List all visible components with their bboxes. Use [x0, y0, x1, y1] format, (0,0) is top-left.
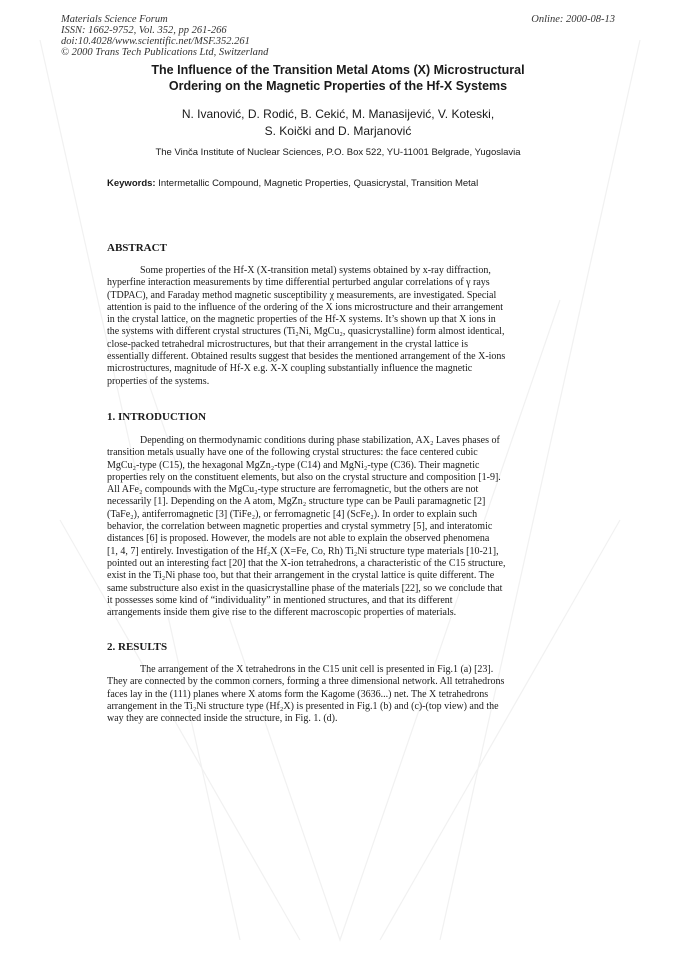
intro-line: necessarily [1]. Depending on the A atom, MgZn₂ structure type can be Pauli paramagnetic [2] — [107, 496, 486, 508]
copyright: © 2000 Trans Tech Publications Ltd, Switzerland — [61, 47, 269, 58]
intro-line: pointed out an interesting fact [20] that the X-ion tetrahedrons, a characteristic of the C15 structure, — [107, 557, 506, 569]
results-heading: 2. RESULTS — [107, 641, 168, 653]
abstract-line: properties of the systems. — [107, 375, 210, 387]
intro-line: All AFe₂ compounds with the MgCu₂-type structure are ferromagnetic, but the others are not — [107, 484, 479, 496]
intro-line: behavior, the correlation between magnetic properties and crystal symmetry [5], and interatomic — [107, 521, 493, 533]
intro-line: it possesses some kind of “individuality” in mentioned structures, and that its different — [107, 594, 453, 606]
results-line: They are connected by the common corners, forming a three dimensional network. All tetrahedrons — [107, 676, 505, 688]
intro-line: Depending on thermodynamic conditions during phase stabilization, AX₂ Laves phases of — [140, 435, 500, 446]
intro-line: (TaFe₂), antiferromagnetic [3] (TiFe₂), or ferromagnetic [4] (ScFe₂). In order to explain such — [107, 508, 478, 520]
journal-name: Materials Science Forum — [61, 14, 168, 25]
intro-line: properties rely on the constituent elements, but also on the crystal structure and composition [1-9]. — [107, 471, 501, 483]
abstract-line: close-packed tetrahedral microstructures, but that their arrangement in the crystal lattice is — [107, 338, 468, 350]
intro-line: same substructure also exist in the quasicrystalline phase of the materials [22], so we conclude that — [107, 582, 503, 594]
keywords — [107, 178, 478, 189]
abstract-heading: ABSTRACT — [107, 242, 167, 254]
abstract-line: essentially different. Obtained results suggest that besides the mentioned arrangement of the X-ions — [107, 351, 506, 363]
results-line: faces lay in the (111) planes where X atoms form the Kagome (3636...) net. The X tetrahedrons — [107, 688, 489, 700]
authors-line-2: S. Koički and D. Marjanović — [264, 124, 412, 138]
abstract-line: hyperfine interaction measurements by time differential perturbed angular correlations of γ rays — [107, 277, 490, 289]
authors — [60, 106, 616, 140]
results-body — [107, 664, 551, 725]
abstract-line: Some properties of the Hf-X (X-transition metal) systems obtained by x-ray diffraction, — [140, 265, 491, 276]
keywords-label: Keywords: — [107, 178, 156, 189]
journal-info — [61, 14, 268, 58]
authors-line-1: N. Ivanović, D. Rodić, B. Cekić, M. Manasijević, V. Koteski, — [181, 107, 495, 121]
online-date: Online: 2000-08-13 — [531, 14, 615, 25]
introduction-heading: 1. INTRODUCTION — [107, 411, 207, 423]
results-line: arrangement in the Ti₂Ni structure type (Hf₂X) is presented in Fig.1 (b) and (c)-(top view) and the — [107, 700, 499, 712]
intro-line: arrangements inside them give rise to the different macroscopic properties of materials. — [107, 607, 457, 619]
affiliation: The Vinča Institute of Nuclear Sciences, P.O. Box 522, YU-11001 Belgrade, Yugoslavia — [155, 147, 521, 158]
intro-line: [1, 4, 7] entirely. Investigation of the Hf₂X (X=Fe, Co, Rh) Ti₂Ni structure type materials [10-21], — [107, 545, 499, 557]
abstract-line: (TDPAC), and Faraday method magnetic susceptibility χ measurements, are investigated. Special — [107, 289, 497, 301]
abstract-body — [107, 265, 551, 388]
title-line-2: Ordering on the Magnetic Properties of the Hf-X Systems — [168, 79, 508, 93]
paper-title — [60, 62, 616, 94]
intro-line: MgCu₂-type (C15), the hexagonal MgZn₂-type (C14) and MgNi₂-type (C36). Their magnetic — [107, 459, 480, 471]
abstract-line: attention is paid to the influence of the ordering of the X ions microstructure and their arrangement — [107, 301, 503, 313]
results-line: way they are connected inside the structure, in Fig. 1. (d). — [107, 713, 338, 725]
title-line-1: The Influence of the Transition Metal Atoms (X) Microstructural — [151, 63, 525, 77]
intro-line: transition metals usually have one of the following crystal structures: the face centered cubic — [107, 447, 478, 459]
keywords-text: Intermetallic Compound, Magnetic Properties, Quasicrystal, Transition Metal — [158, 178, 479, 189]
abstract-line: in the crystal lattice, on the magnetic properties of the Hf-X systems. It’s shown up that X ions in — [107, 314, 496, 326]
abstract-line: the systems with different crystal structures (Ti₂Ni, MgCu₂, quasicrystalline) form almost identical, — [107, 326, 505, 338]
issn: ISSN: 1662-9752, Vol. 352, pp 261-266 — [61, 25, 227, 36]
introduction-body — [107, 435, 551, 619]
intro-line: exist in the Ti₂Ni phase too, but that their arrangement in the crystal lattice is quite different. The — [107, 570, 495, 582]
abstract-line: microstructures, magnitude of Hf-X e.g. X-X coupling substantially influence the magnetic — [107, 363, 473, 375]
results-line: The arrangement of the X tetrahedrons in the C15 unit cell is presented in Fig.1 (a) [23]. — [140, 664, 494, 675]
intro-line: distances [6] is proposed. However, the models are not able to explain the observed phenomena — [107, 533, 490, 545]
doi: doi:10.4028/www.scientific.net/MSF.352.261 — [61, 36, 250, 47]
